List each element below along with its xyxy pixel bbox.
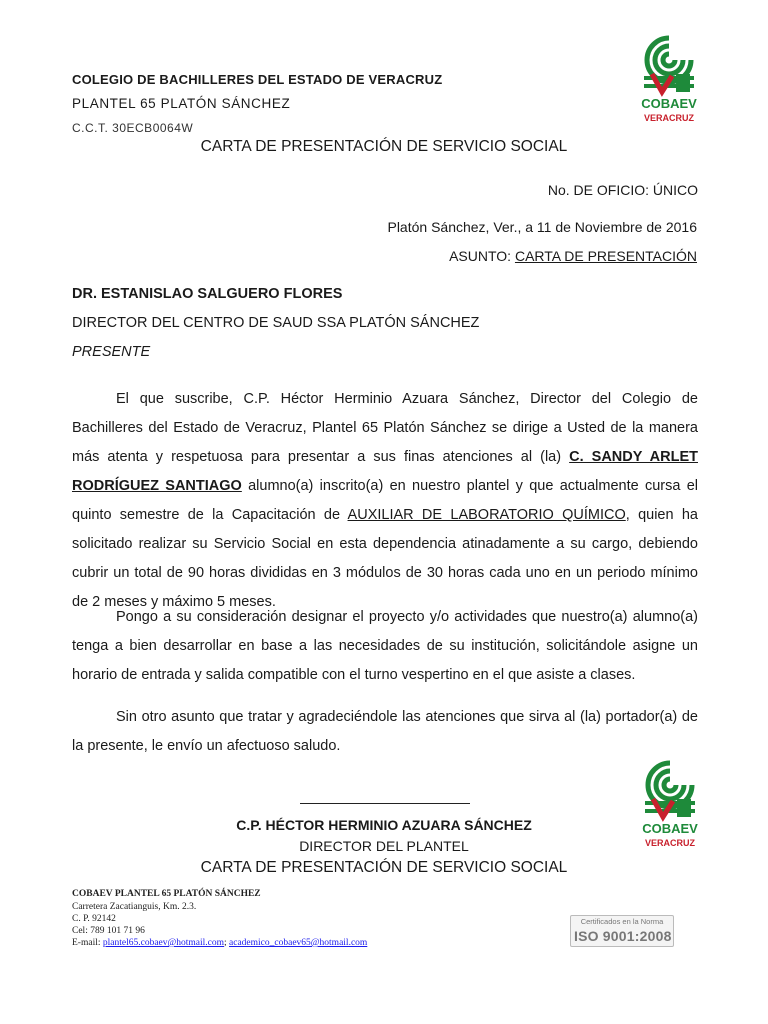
footer-email-line (72, 938, 367, 950)
p1-text-b: alumno(a) inscrito(a) en nuestro plantel y que actualmente cursa el quinto semestre de la Capacitación de (72, 478, 698, 523)
campus-name: PLANTEL 65 PLATÓN SÁNCHEZ (72, 96, 291, 111)
p1-text-c: , quien ha solicitado realizar su Servicio Social en esta dependencia atinadamente a su cargo, debiendo cubrir un total de 90 horas divididas en 3 módulos de 30 horas cada uno en un periodo mínimo de 2 meses y máximo 5 meses. (72, 507, 698, 610)
institution-name: COLEGIO DE BACHILLERES DEL ESTADO DE VERACRUZ (72, 72, 443, 87)
email-separator: ; (224, 938, 230, 948)
email-link-2[interactable]: academico_cobaev65@hotmail.com (229, 938, 368, 948)
asunto-label: ASUNTO: (449, 248, 515, 264)
email-link-1[interactable]: plantel65.cobaev@hotmail.com (102, 938, 225, 948)
recipient-name: DR. ESTANISLAO SALGUERO FLORES (72, 286, 343, 302)
iso-badge-main: ISO 9001:2008 (574, 928, 672, 944)
email-label: E-mail: (72, 938, 103, 948)
body-paragraph-3: Sin otro asunto que tratar y agradeciéndole las atenciones que sirva al (la) portador(a) de la presente, le envío un afectuoso saludo. (72, 709, 698, 754)
iso-certification-badge (570, 915, 674, 947)
cct-code: C.C.T. 30ECB0064W (72, 121, 194, 135)
footer-cp: C. P. 92142 (72, 914, 116, 924)
cobaev-logo-bottom-icon (637, 757, 703, 853)
asunto-value: CARTA DE PRESENTACIÓN (514, 248, 697, 264)
document-title: CARTA DE PRESENTACIÓN DE SERVICIO SOCIAL (200, 138, 568, 155)
asunto-line (449, 248, 697, 264)
body-paragraph-2: Pongo a su consideración designar el proyecto y/o actividades que nuestro(a) alumno(a) tenga a bien desarrollar en base a las necesidades de su institución, solicitándole asigne un horario de entrada y salida compatible con el turno vespertino en el que asiste a clases. (72, 609, 698, 683)
iso-badge-caption: Certificados en la Norma (580, 917, 664, 926)
logo-bottom-sub-text: VERACRUZ (644, 838, 696, 848)
body-paragraph-1 (72, 385, 698, 617)
logo-main-text: COBAEV (641, 96, 697, 111)
signature-line (300, 803, 470, 804)
footer-document-title: CARTA DE PRESENTACIÓN DE SERVICIO SOCIAL (200, 859, 568, 876)
training-name: AUXILIAR DE LABORATORIO QUÍMICO (347, 507, 626, 523)
footer-org: COBAEV PLANTEL 65 PLATÓN SÁNCHEZ (72, 889, 261, 899)
footer-cel: Cel: 789 101 71 96 (72, 926, 145, 936)
footer-address: Carretera Zacatianguis, Km. 2.3. (72, 902, 197, 912)
logo-sub-text: VERACRUZ (643, 113, 695, 123)
recipient-position: DIRECTOR DEL CENTRO DE SAUD SSA PLATÓN SÁNCHEZ (72, 315, 480, 331)
student-name: C. SANDY ARLET RODRÍGUEZ SANTIAGO (72, 449, 698, 494)
logo-bottom-main-text: COBAEV (642, 821, 698, 836)
place-date: Platón Sánchez, Ver., a 11 de Noviembre de 2016 (387, 219, 697, 235)
cobaev-logo-icon (636, 32, 702, 128)
signer-position: DIRECTOR DEL PLANTEL (299, 838, 469, 854)
oficio-number: No. DE OFICIO: ÚNICO (547, 182, 698, 198)
presente-label: PRESENTE (72, 344, 151, 360)
signer-name: C.P. HÉCTOR HERMINIO AZUARA SÁNCHEZ (236, 817, 532, 833)
p1-text-a: El que suscribe, C.P. Héctor Herminio Azuara Sánchez, Director del Colegio de Bachilleres del Estado de Veracruz, Plantel 65 Platón Sánchez se dirige a Usted de la manera más atenta y respetuosa para presentar a sus finas atenciones al (la) (72, 391, 698, 465)
